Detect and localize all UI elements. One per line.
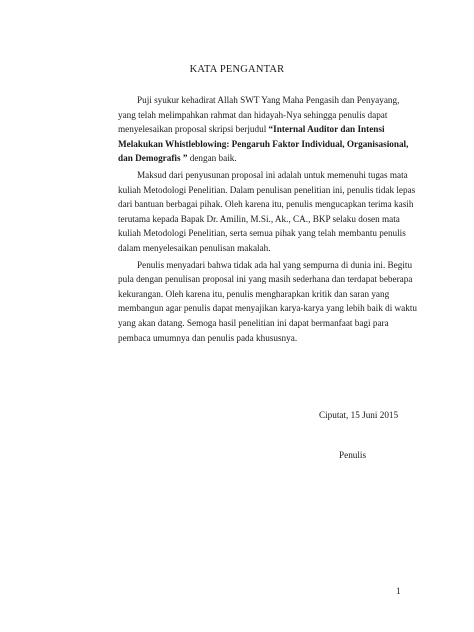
bold-text-segment: Melakukan Whistleblowing: Pengaruh Faktor Individual, Organisasional, <box>118 138 409 149</box>
text-line <box>118 316 418 331</box>
text-segment: Maksud dari penyusunan proposal ini adalah untuk memenuhi tugas mata <box>137 169 408 180</box>
text-segment: dari bantuan berbagai pihak. Oleh karena itu, penulis mengucapkan terima kasih <box>118 199 414 210</box>
text-line <box>118 183 418 198</box>
page-number: 1 <box>396 586 401 596</box>
text-line <box>118 226 418 241</box>
text-segment: terutama kepada Bapak Dr. Amilin, M.Si., Ak., CA., BKP selaku dosen mata <box>118 213 400 224</box>
paragraph <box>118 258 418 346</box>
text-line <box>118 272 418 287</box>
text-line <box>118 331 418 346</box>
paragraph <box>118 168 418 256</box>
text-segment: kekurangan. Oleh karena itu, penulis mengharapkan kritik dan saran yang <box>118 288 390 299</box>
text-segment: dalam menyelesaikan penulisan makalah. <box>118 242 271 253</box>
text-line <box>118 241 418 256</box>
author-signature-label: Penulis <box>339 450 367 460</box>
text-line <box>118 301 418 316</box>
text-line <box>118 287 418 302</box>
text-segment: yang akan datang. Semoga hasil penelitian ini dapat bermanfaat bagi para <box>118 317 389 328</box>
text-segment: Puji syukur kehadirat Allah SWT Yang Maha Pengasih dan Penyayang, <box>137 95 400 105</box>
document-body <box>118 93 418 347</box>
bold-text-segment: “Internal Auditor dan Intensi <box>268 124 385 135</box>
text-line <box>118 93 418 108</box>
text-segment: dengan baik. <box>187 153 237 164</box>
text-segment: membangun agar penulis dapat menyajikan karya-karya yang lebih baik di waktu <box>118 303 418 314</box>
text-segment: pembaca umumnya dan penulis pada khususnya. <box>118 332 298 343</box>
text-line <box>118 122 418 137</box>
text-line <box>118 212 418 227</box>
text-segment: Penulis menyadari bahwa tidak ada hal yang sempurna di dunia ini. Begitu <box>137 259 413 270</box>
text-line <box>118 258 418 273</box>
text-line <box>118 108 418 123</box>
text-line <box>118 151 418 166</box>
text-line <box>118 168 418 183</box>
text-segment: menyelesaikan proposal skripsi berjudul <box>118 124 269 135</box>
text-line <box>118 137 418 152</box>
text-segment: pula dengan penulisan proposal ini yang masih sederhana dan terdapat beberapa <box>118 274 413 285</box>
text-segment: yang telah melimpahkan rahmat dan hidayah-Nya sehingga penulis dapat <box>118 109 388 120</box>
bold-text-segment: dan Demografis ” <box>118 153 188 164</box>
text-line <box>118 197 418 212</box>
text-segment: kuliah Metodologi Penelitian, serta semua pihak yang telah membantu penulis <box>118 228 406 239</box>
text-segment: kuliah Metodologi Penelitian. Dalam penulisan penelitian ini, penulis tidak lepas <box>118 184 416 195</box>
page-title: KATA PENGANTAR <box>189 64 285 75</box>
paragraph <box>118 93 418 166</box>
place-date: Ciputat, 15 Juni 2015 <box>319 410 399 420</box>
